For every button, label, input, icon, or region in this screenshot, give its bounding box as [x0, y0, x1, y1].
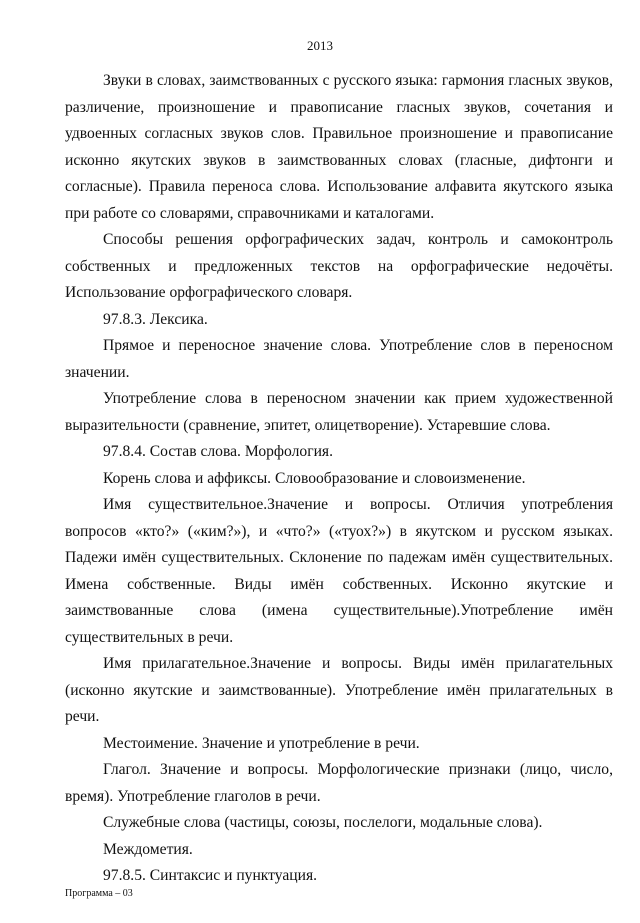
paragraph-noun: Имя существительное.Значение и вопросы. Отличия употребления вопросов «кто?» («ким?»), и «что?» («туох?») в якутском и русском языках. Падежи имён существительных. Склонение по падежам имён существительных. Имена собственные. Виды имён собственных. Исконно якутские и заимствованные слова (имена существительные).Употребление имён существительных в речи.: [65, 496, 613, 646]
paragraph-root-affixes: Корень слова и аффиксы. Словообразование и словоизменение.: [103, 469, 526, 487]
section-heading-lexicon: 97.8.3. Лексика.: [103, 310, 208, 328]
paragraph-figurative-usage: Употребление слова в переносном значении как прием художественной выразительности (сравнение, эпитет, олицетворение). Устаревшие слова.: [65, 390, 613, 434]
paragraph-verb: Глагол. Значение и вопросы. Морфологические признаки (лицо, число, время). Употребление глаголов в речи.: [65, 761, 613, 805]
footer-label: Программа – 03: [65, 888, 133, 899]
section-heading-morphology: 97.8.4. Состав слова. Морфология.: [103, 443, 334, 460]
paragraph-adjective: Имя прилагательное.Значение и вопросы. Виды имён прилагательных (исконно якутские и заимствованные). Употребление имён прилагательных в речи.: [65, 655, 613, 725]
paragraph-spelling-tasks: Способы решения орфографических задач, контроль и самоконтроль собственных и предложенных текстов на орфографические недочёты. Использование орфографического словаря.: [65, 231, 613, 301]
document-body: [65, 68, 613, 890]
section-heading-syntax: 97.8.5. Синтаксис и пунктуация.: [103, 867, 318, 884]
paragraph-function-words: Служебные слова (частицы, союзы, послелоги, модальные слова).: [103, 814, 543, 831]
paragraph-sounds-borrowed: Звуки в словах, заимствованных с русского языка: гармония гласных звуков, различение, произношение и правописание гласных звуков, сочетания и удвоенных согласных звуков слов. Правильное произношение и правописание исконно якутских звуков в заимствованных словах (гласные, дифтонги и согласные). Правила переноса слова. Использование алфавита якутского языка при работе со словарями, справочниками и каталогами.: [65, 72, 613, 222]
paragraph-direct-figurative: Прямое и переносное значение слова. Употребление слов в переносном значении.: [65, 337, 613, 381]
paragraph-pronoun: Местоимение. Значение и употребление в речи.: [103, 734, 420, 752]
page-number: 2013: [307, 38, 333, 53]
paragraph-interjections: Междометия.: [103, 840, 193, 858]
